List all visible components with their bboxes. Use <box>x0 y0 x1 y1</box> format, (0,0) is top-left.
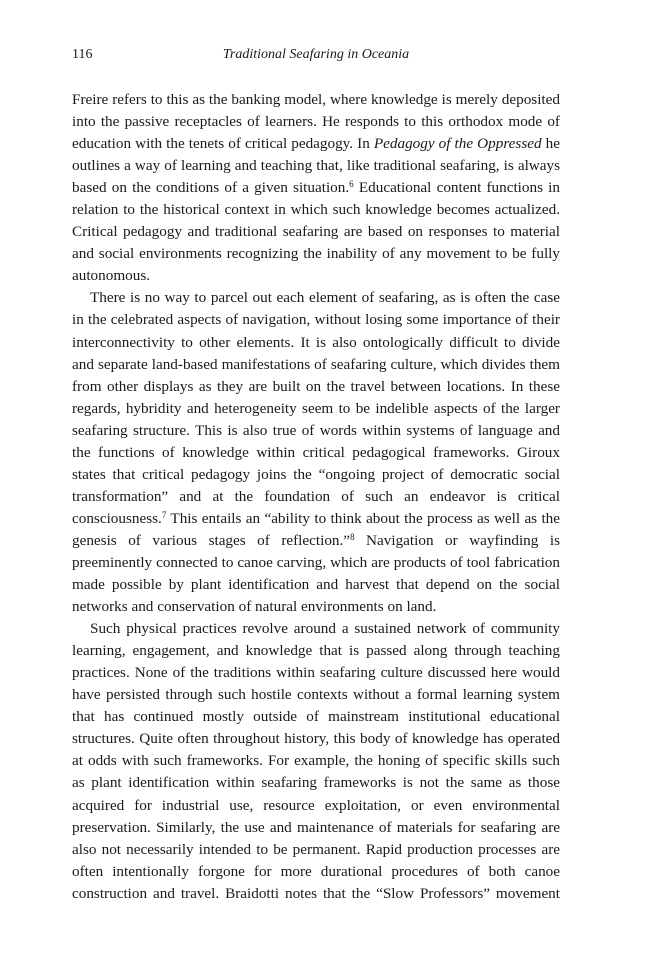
paragraph-2 <box>72 287 560 618</box>
running-head <box>72 45 560 65</box>
paragraph-text: Freire refers to this as the banking model, where knowledge is merely deposited into the passive receptacles of learners. He responds to this orthodox mode of education with the tenets of critical pedagogy. In <box>72 91 560 153</box>
paragraph-text: This entails an “ability to think about the process as well as the genesis of various stages of reflection.” <box>72 509 560 549</box>
paragraph-text: he outlines a way of learning and teaching that, like traditional seafaring, is always based on the conditions of a given situation. <box>72 135 560 197</box>
paragraph-text: Navigation or wayfinding is preeminently connected to canoe carving, which are products of tool fabrication made possible by plant identification and harvest that depend on the social networks and conservation of natural environments on land. <box>72 531 560 616</box>
footnote-marker-8: 8 <box>350 531 355 542</box>
footnote-marker-7: 7 <box>161 509 167 520</box>
paragraph-text: Such physical practices revolve around a sustained network of community learning, engagement, and knowledge that is passed along through teaching practices. None of the traditions within seafaring culture discussed here would have persisted through such hostile contexts without a formal learning system that has continued mostly outside of mainstream institutional educational structures. Quite often throughout history, this body of knowledge has operated at odds with such frameworks. For example, the honing of specific skills such as plant identification within seafaring frameworks is not the same as those acquired for industrial use, resource exploitation, or even environmental preservation. Similarly, the use and maintenance of materials for seafaring are also not necessarily intended to be permanent. Rapid production processes are often intentionally forgone for more durational procedures of both canoe construction and travel. Braidotti notes that the “Slow Professors” movement <box>72 620 560 902</box>
paragraph-3 <box>72 618 560 905</box>
page-number: 116 <box>72 47 93 62</box>
paragraph-text: Educational content functions in relation to the historical context in which such knowledge becomes actualized. Critical pedagogy and traditional seafaring are based on responses to material and social environments recognizing the inability of any movement to be fully autonomous. <box>72 179 560 285</box>
book-title: Pedagogy of the Oppressed <box>373 135 542 153</box>
running-title: Traditional Seafaring in Oceania <box>222 47 410 62</box>
footnote-marker-6: 6 <box>349 179 354 190</box>
paragraph-text: There is no way to parcel out each element of seafaring, as is often the case in the celebrated aspects of navigation, without losing some importance of their interconnectivity to other elements. It is also ontologically difficult to divide and separate land-based manifestations of seafaring culture, which divides them from other displays as they are built on the travel between locations. In these regards, hybridity and heterogeneity seem to be indelible aspects of the larger seafaring structure. This is also true of words within systems of language and the functions of knowledge within critical pedagogical frameworks. Giroux states that critical pedagogy joins the “ongoing project of democratic social transformation” and at the foundation of such an endeavor is critical consciousness. <box>72 289 560 527</box>
paragraph-1 <box>72 89 560 287</box>
body-text <box>72 89 560 905</box>
